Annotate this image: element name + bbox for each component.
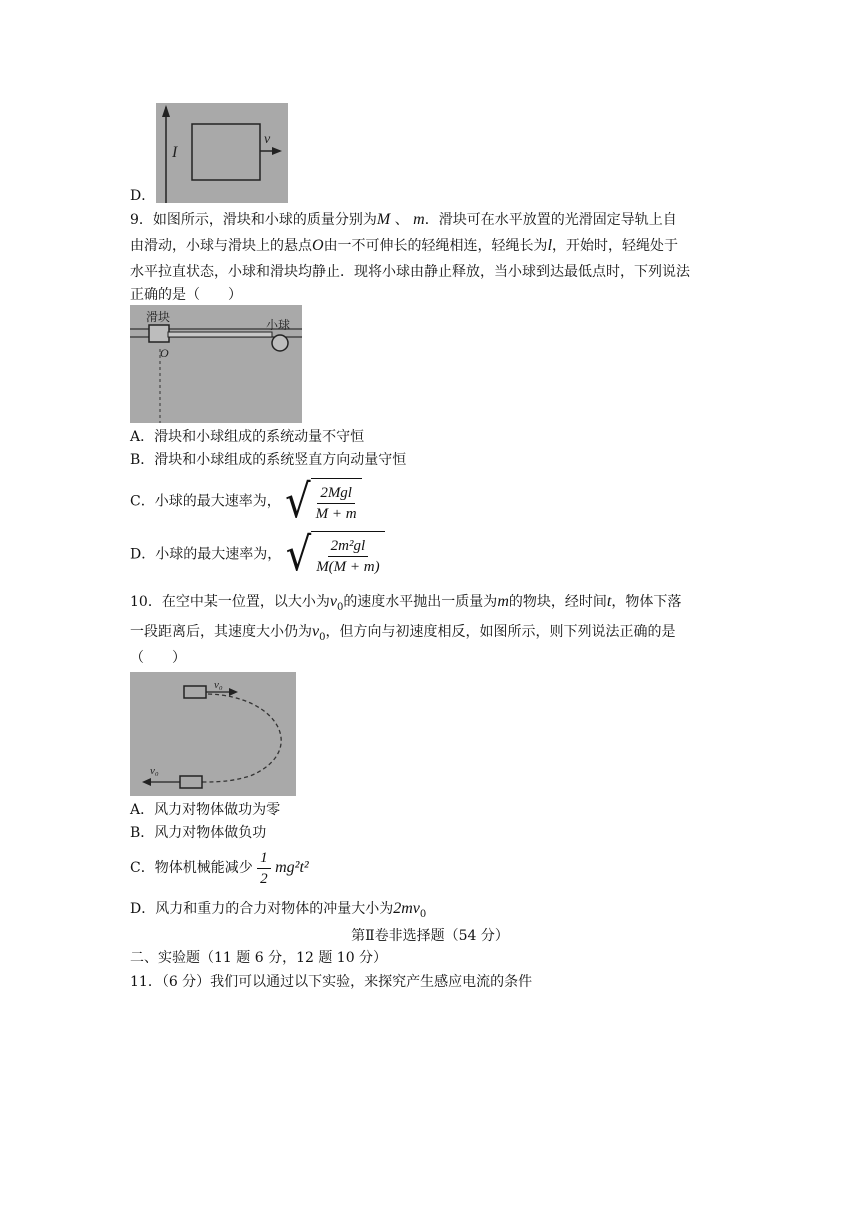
- q9-line1: 9．如图所示，滑块和小球的质量分别为M 、 m．滑块可在水平放置的光滑固定导轨上自: [130, 211, 677, 228]
- q9-option-d: D．小球的最大速率为， √ $\frac{\text{2m²gl}}{M(M + m)}$: [130, 531, 385, 578]
- q9-line4: 正确的是（ ）: [130, 287, 242, 303]
- q10-option-d: D．风力和重力的合力对物体的冲量大小为$2mv_0$: [130, 900, 427, 920]
- q10-option-a: A．风力对物体做功为零: [130, 802, 281, 818]
- ball-label: 小球: [266, 318, 291, 332]
- q9-option-c: C．小球的最大速率为， √ $\frac{\text{2Mgl}}{M + m}$: [130, 478, 362, 525]
- figure-slider-ball-drawing: [130, 305, 302, 423]
- q10-line3: （ ）: [130, 650, 186, 666]
- velocity-label: v: [264, 132, 271, 147]
- figure-slider-ball: [130, 305, 302, 423]
- figure-wire-loop-drawing: [156, 103, 288, 203]
- top-velocity-label: v₀: [214, 679, 223, 691]
- q10-option-c: C．物体机械能减少 $\frac{1}{2}$ mg²t²: [130, 849, 309, 887]
- section-experiment-heading: 二、实验题（11 题 6 分，12 题 10 分）: [130, 950, 388, 966]
- block-label: 滑块: [146, 310, 171, 324]
- option-d-label: D．: [130, 188, 156, 204]
- sqrt-expression-c: √ $\frac{\text{2Mgl}}{M + m}$: [285, 478, 361, 525]
- pivot-label: O: [160, 346, 169, 360]
- q11-text: 11．（6 分）我们可以通过以下实验，来探究产生感应电流的条件: [130, 974, 533, 990]
- figure-trajectory-drawing: [130, 672, 296, 796]
- sqrt-expression-d: √ $\frac{\text{2m²gl}}{M(M + m)}$: [286, 531, 385, 578]
- fraction-one-half: $\frac{1}{2}$: [257, 848, 271, 889]
- figure-trajectory: [130, 672, 296, 796]
- q10-option-b: B．风力对物体做负功: [130, 825, 267, 841]
- bottom-velocity-label: v₀: [150, 765, 159, 777]
- q10-line2: 一段距离后，其速度大小仍为$v_0$，但方向与初速度相反，如图所示，则下列说法正确的是: [130, 623, 676, 643]
- q10-line1: 10．在空中某一位置，以大小为$v_0$的速度水平抛出一质量为m的物块，经时间t，物体下落: [130, 593, 682, 613]
- q9-line2: 由滑动，小球与滑块上的悬点O由一不可伸长的轻绳相连，轻绳长为l，开始时，轻绳处于: [130, 237, 679, 254]
- q9-option-b: B．滑块和小球组成的系统竖直方向动量守恒: [130, 452, 407, 468]
- current-label: I: [172, 144, 178, 161]
- q9-option-a: A．滑块和小球组成的系统动量不守恒: [130, 429, 365, 445]
- figure-wire-loop: [156, 103, 288, 203]
- q9-line3: 水平拉直状态，小球和滑块均静止．现将小球由静止释放，当小球到达最低点时，下列说法: [130, 264, 690, 280]
- section-2-title: 第Ⅱ卷非选择题（54 分）: [351, 928, 509, 944]
